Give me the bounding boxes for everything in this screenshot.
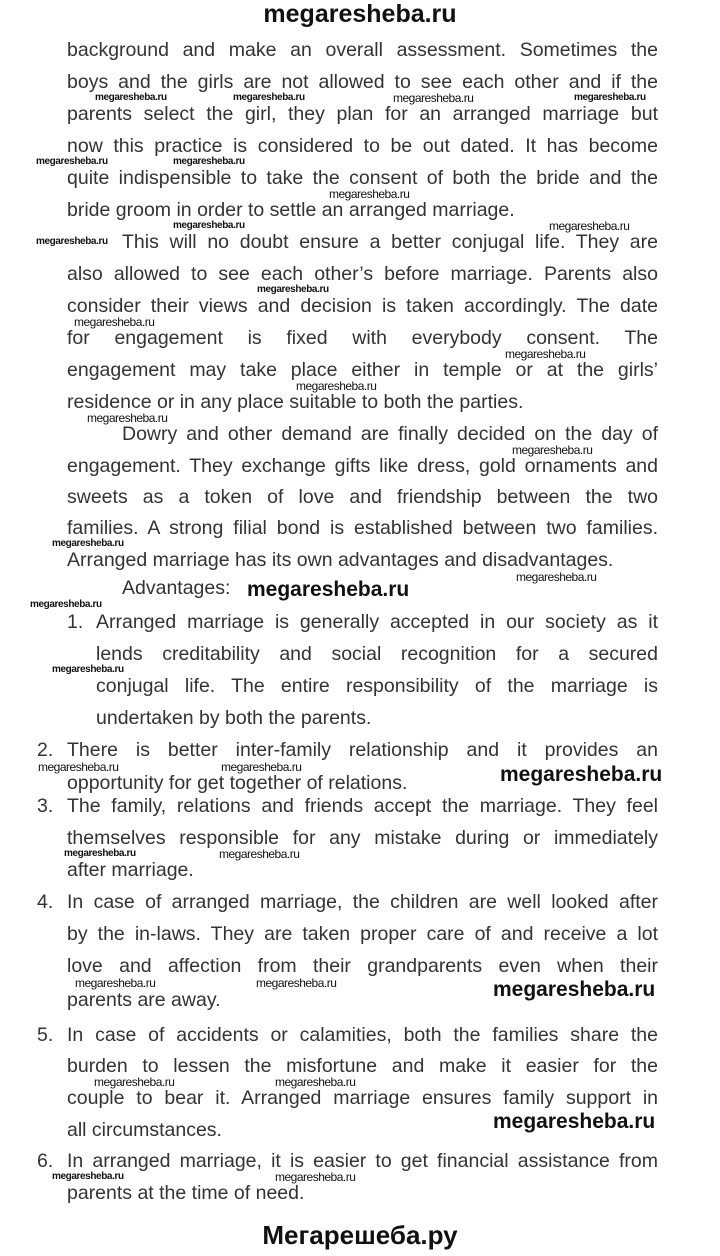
watermark: megaresheba.ru [221, 760, 302, 774]
watermark: megaresheba.ru [329, 187, 410, 201]
watermark: megaresheba.ru [52, 664, 124, 675]
site-footer-watermark: Мегарешеба.ру [262, 1220, 458, 1250]
watermark: megaresheba.ru [64, 848, 136, 859]
list-item-line: couple to bear it. Arranged marriage ensures family support in [67, 1086, 658, 1109]
watermark: megaresheba.ru [74, 315, 155, 329]
watermark-bold: megaresheba.ru [493, 978, 656, 1001]
list-item-line: love and affection from their grandparents even when their [67, 954, 658, 977]
watermark: megaresheba.ru [219, 847, 300, 861]
watermark: megaresheba.ru [94, 1075, 175, 1089]
watermark: megaresheba.ru [233, 92, 305, 103]
text-line: This will no doubt ensure a better conjugal life. They are [122, 230, 658, 253]
text-line: boys and the girls are not allowed to see each other and if the [67, 70, 658, 93]
text-line: parents select the girl, they plan for an arranged marriage but [67, 102, 658, 125]
watermark: megaresheba.ru [173, 220, 245, 231]
watermark: megaresheba.ru [275, 1075, 356, 1089]
list-item-line: There is better inter-family relationship and it provides an [67, 738, 658, 761]
watermark: megaresheba.ru [173, 156, 245, 167]
text-line: quite indispensible to take the consent of both the bride and the [67, 166, 658, 189]
watermark: megaresheba.ru [52, 538, 124, 549]
list-item-line: conjugal life. The entire responsibility of the marriage is [96, 674, 658, 697]
watermark: megaresheba.ru [257, 284, 329, 295]
text-line: now this practice is considered to be out dated. It has become [67, 134, 658, 157]
watermark: megaresheba.ru [505, 347, 586, 361]
watermark-bold: megaresheba.ru [493, 1110, 656, 1133]
watermark: megaresheba.ru [36, 236, 108, 247]
list-number: 6. [37, 1149, 54, 1172]
watermark-bold: megaresheba.ru [247, 578, 410, 601]
site-header-watermark: megaresheba.ru [263, 0, 457, 28]
text-line: sweets as a token of love and friendship between the two [67, 485, 658, 508]
list-item-line: parents are away. [67, 988, 221, 1011]
list-number: 4. [37, 890, 54, 913]
list-number: 3. [37, 794, 54, 817]
text-line: bride groom in order to settle an arranged marriage. [67, 198, 515, 221]
watermark: megaresheba.ru [38, 760, 119, 774]
watermark: megaresheba.ru [296, 379, 377, 393]
advantages-heading: Advantages: [122, 576, 231, 599]
watermark: megaresheba.ru [574, 92, 646, 103]
watermark: megaresheba.ru [549, 219, 630, 233]
watermark: megaresheba.ru [256, 976, 337, 990]
text-line: engagement may take place either in temple or at the girls’ [67, 358, 658, 381]
text-line: engagement. They exchange gifts like dress, gold ornaments and [67, 454, 658, 477]
watermark: megaresheba.ru [87, 411, 168, 425]
list-item-line: undertaken by both the parents. [96, 706, 372, 729]
list-item-line: Arranged marriage is generally accepted in our society as it [96, 610, 658, 633]
list-number: 5. [37, 1023, 54, 1046]
watermark: megaresheba.ru [512, 443, 593, 457]
list-item-line: In arranged marriage, it is easier to get financial assistance from [67, 1149, 658, 1172]
watermark: megaresheba.ru [393, 91, 474, 105]
list-item-line: In case of arranged marriage, the children are well looked after [67, 890, 658, 913]
list-item-line: lends creditability and social recognition for a secured [96, 642, 658, 665]
watermark: megaresheba.ru [275, 1170, 356, 1184]
text-line: Arranged marriage has its own advantages and disadvantages. [67, 548, 614, 571]
text-line: consider their views and decision is taken accordingly. The date [67, 294, 658, 317]
watermark: megaresheba.ru [30, 599, 102, 610]
list-item-line: after marriage. [67, 858, 194, 881]
list-item-line: parents at the time of need. [67, 1181, 305, 1204]
list-item-line: themselves responsible for any mistake during or immediately [67, 826, 658, 849]
watermark: megaresheba.ru [52, 1171, 124, 1182]
text-line: for engagement is fixed with everybody consent. The [67, 326, 658, 349]
list-item-line: The family, relations and friends accept the marriage. They feel [67, 794, 658, 817]
watermark: megaresheba.ru [95, 92, 167, 103]
text-line: residence or in any place suitable to both the parties. [67, 390, 524, 413]
watermark: megaresheba.ru [75, 976, 156, 990]
list-item-line: opportunity for get together of relations. [67, 771, 408, 794]
text-line: background and make an overall assessment. Sometimes the [67, 38, 658, 61]
watermark: megaresheba.ru [36, 156, 108, 167]
list-number: 2. [37, 738, 54, 761]
text-line: also allowed to see each other’s before marriage. Parents also [67, 262, 658, 285]
list-item-line: burden to lessen the misfortune and make it easier for the [67, 1054, 658, 1077]
text-line: families. A strong filial bond is established between two families. [67, 516, 658, 539]
list-item-line: by the in-laws. They are taken proper care of and receive a lot [67, 922, 658, 945]
list-item-line: all circumstances. [67, 1118, 222, 1141]
text-line: Dowry and other demand are finally decided on the day of [122, 422, 658, 445]
list-item-line: In case of accidents or calamities, both the families share the [67, 1023, 658, 1046]
watermark-bold: megaresheba.ru [500, 763, 663, 786]
list-number: 1. [67, 610, 84, 633]
watermark: megaresheba.ru [516, 570, 597, 584]
